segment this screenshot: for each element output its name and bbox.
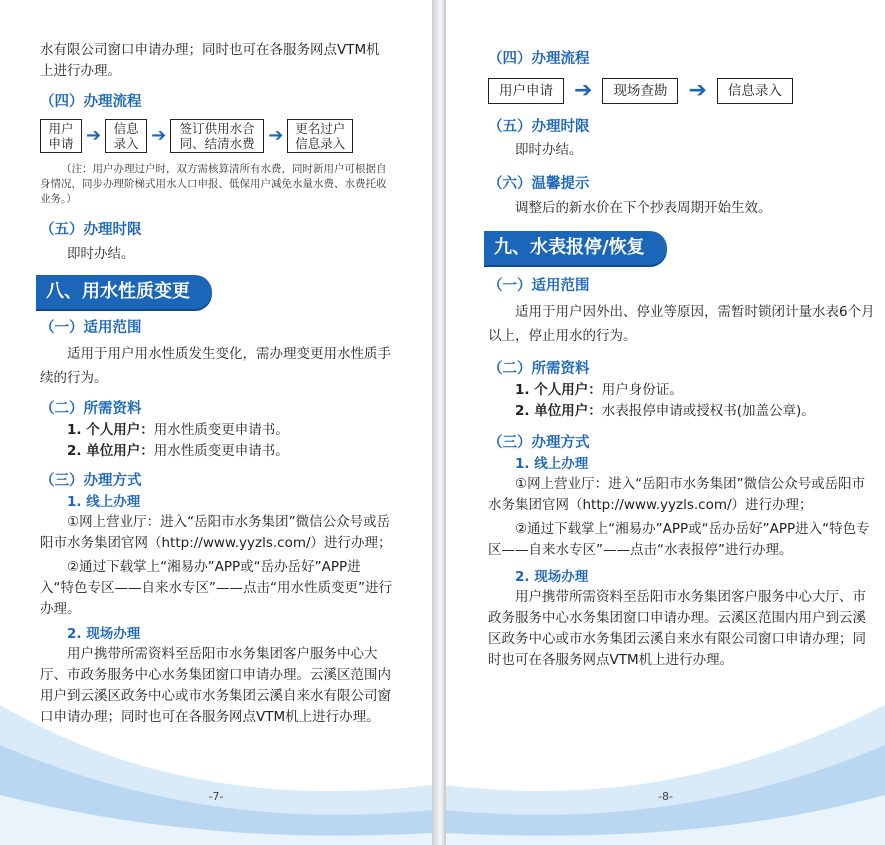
- material-label: 2. 单位用户：: [515, 403, 602, 419]
- online-heading: 1. 线上办理: [67, 494, 141, 510]
- flow-step-1: [40, 119, 82, 153]
- online-text-2: ②通过下载掌上“湘易办”APP或“岳办岳好”APP进入“特色专区——自来水专区”——点击“用水性质变更”进行办理。: [40, 559, 392, 617]
- material-item: [40, 420, 392, 441]
- section-heading-process: （四）办理流程: [488, 51, 590, 67]
- process-note: （注：用户办理过户时，双方需核算清所有水费，同时新用户可根据自身情况，同步办理阶梯式用水人口申报、低保用户减免水量水费、水费托收业务。）: [40, 163, 387, 205]
- online-text-1: ①网上营业厅：进入“岳阳市水务集团”微信公众号或岳阳市水务集团官网（http://www.yyzls.com/）进行办理；: [40, 514, 392, 551]
- material-label: 2. 单位用户：: [67, 443, 154, 459]
- page-number: -8-: [658, 790, 673, 803]
- flow-step-2-text: 信息 录入: [113, 121, 139, 151]
- onsite-text: 用户携带所需资料至岳阳市水务集团客户服务中心大厅、市政务服务中心水务集团窗口申请办理。云溪区范围内用户到云溪区政务中心或市水务集团云溪自来水有限公司窗口申请办理；同时也可在各服务网点VTM机上进行办理。: [40, 646, 391, 725]
- online-text-2: ②通过下载掌上“湘易办”APP或“岳办岳好”APP进入“特色专区——自来水专区”——点击“水表报停”进行办理。: [488, 521, 870, 558]
- arrow-right-icon: ➔: [688, 78, 707, 103]
- flow-step-2: [105, 119, 147, 153]
- section-heading-scope: （一）适用范围: [488, 278, 590, 294]
- page-left: [0, 0, 432, 845]
- onsite-text: 用户携带所需资料至岳阳市水务集团客户服务中心大厅、市政务服务中心水务集团窗口申请办理。云溪区范围内用户到云溪区政务中心或市水务集团云溪自来水有限公司窗口申请办理；同时也可在各服务网点VTM机上进行办理。: [488, 589, 866, 668]
- online-text-1: ①网上营业厅：进入“岳阳市水务集团”微信公众号或岳阳市水务集团官网（http://www.yyzls.com/）进行办理；: [488, 476, 866, 513]
- material-text: 用水性质变更申请书。: [153, 443, 289, 459]
- page-number: -7-: [208, 790, 224, 803]
- flow-step-2: 现场查勘: [602, 78, 678, 104]
- flow-step-3: 信息录入: [717, 78, 793, 104]
- page-right-content: [488, 40, 878, 671]
- flow-step-1-text: 用户 申请: [48, 121, 74, 151]
- process-flow: [40, 119, 392, 153]
- page-right: [446, 0, 885, 845]
- time-limit-text: 即时办结。: [67, 246, 135, 262]
- arrow-right-icon: ➔: [574, 78, 593, 103]
- chapter-title-banner: [36, 275, 392, 309]
- tips-text: 调整后的新水价在下个抄表周期开始生效。: [515, 200, 772, 216]
- onsite-heading: 2. 现场办理: [67, 626, 141, 642]
- chapter-title: 九、水表报停/恢复: [484, 231, 667, 265]
- section-heading-methods: （三）办理方式: [488, 435, 590, 451]
- chapter-title: 八、用水性质变更: [36, 275, 212, 309]
- section-heading-time-limit: （五）办理时限: [488, 119, 590, 135]
- material-item: [488, 401, 878, 422]
- arrow-right-icon: ➔: [86, 125, 102, 146]
- material-label: 1. 个人用户：: [515, 382, 602, 398]
- section-heading-materials: （二）所需资料: [488, 361, 590, 377]
- section-heading-methods: （三）办理方式: [40, 473, 142, 489]
- section-heading-process: （四）办理流程: [40, 94, 142, 110]
- flow-step-3: [170, 119, 264, 153]
- scope-text: 适用于用户用水性质发生变化，需办理变更用水性质手续的行为。: [40, 346, 391, 386]
- flow-step-4-text: 更名过户 信息录入: [295, 121, 346, 151]
- chapter-title-banner: [484, 231, 878, 265]
- arrow-right-icon: ➔: [151, 125, 167, 146]
- section-heading-time-limit: （五）办理时限: [40, 222, 142, 238]
- continued-text: 水有限公司窗口申请办理；同时也可在各服务网点VTM机上进行办理。: [40, 42, 380, 79]
- material-text: 用水性质变更申请书。: [153, 422, 289, 438]
- page-left-content: [40, 40, 392, 728]
- arrow-right-icon: ➔: [268, 125, 284, 146]
- section-heading-materials: （二）所需资料: [40, 401, 142, 417]
- material-text: 水表报停申请或授权书(加盖公章)。: [601, 403, 815, 419]
- process-flow: [488, 78, 878, 104]
- onsite-heading: 2. 现场办理: [515, 569, 589, 585]
- material-item: [488, 380, 878, 401]
- section-heading-tips: （六）温馨提示: [488, 176, 590, 192]
- book-gutter: [432, 0, 446, 845]
- material-item: [40, 441, 392, 462]
- material-label: 1. 个人用户：: [67, 422, 154, 438]
- scope-text: 适用于用户因外出、停业等原因，需暂时锁闭计量水表6个月以上，停止用水的行为。: [488, 304, 875, 344]
- time-limit-text: 即时办结。: [515, 142, 583, 158]
- material-text: 用户身份证。: [601, 382, 683, 398]
- flow-step-3-text: 签订供用水合 同、结清水费: [179, 121, 255, 151]
- wave-decoration: [446, 685, 885, 845]
- flow-step-1: 用户申请: [488, 78, 564, 104]
- section-heading-scope: （一）适用范围: [40, 320, 142, 336]
- online-heading: 1. 线上办理: [515, 456, 589, 472]
- flow-step-4: [287, 119, 353, 153]
